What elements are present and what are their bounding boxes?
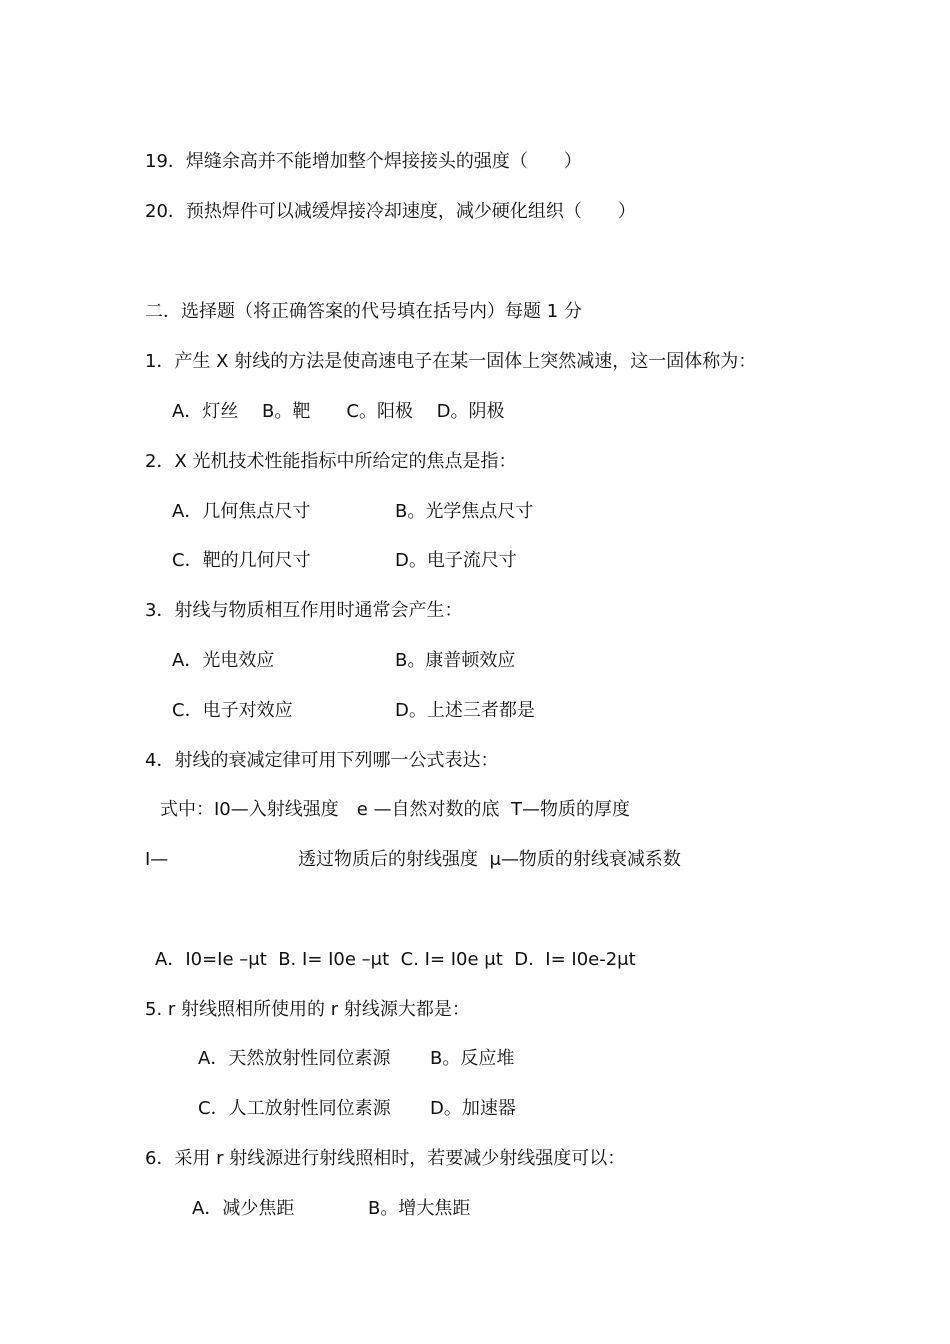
question-3-option-c: C．电子对效应 bbox=[172, 700, 293, 721]
question-6-option-a: A．减少焦距 bbox=[192, 1198, 295, 1219]
question-3-option-a: A．光电效应 bbox=[172, 650, 275, 671]
question-5-option-a: A．天然放射性同位素源 bbox=[198, 1048, 391, 1069]
question-4-stem: 4．射线的衰减定律可用下列哪一公式表达： bbox=[145, 750, 499, 771]
question-1-options: A．灯丝 B。靶 C。阳极 D。阴极 bbox=[172, 401, 505, 422]
question-2-option-c: C．靶的几何尺寸 bbox=[172, 550, 311, 571]
question-20: 20．预热焊件可以减缓焊接冷却速度，减少硬化组织（ ） bbox=[145, 201, 636, 222]
question-19: 19．焊缝余高并不能增加整个焊接接头的强度（ ） bbox=[145, 151, 582, 172]
question-4-legend-line1: 式中：I0—入射线强度 e —自然对数的底 T—物质的厚度 bbox=[160, 799, 630, 820]
question-5-option-b: B。反应堆 bbox=[430, 1048, 515, 1069]
question-4-options: A．I0=Ie –μt B. I= I0e –μt C. I= I0e μt D. I= I0e-2μt bbox=[155, 949, 636, 970]
question-4-legend-line2-prefix: I— bbox=[145, 849, 169, 870]
question-2-option-d: D。电子流尺寸 bbox=[395, 550, 517, 571]
question-4-legend-line2: 透过物质后的射线强度 μ—物质的射线衰减系数 bbox=[298, 849, 681, 870]
section-heading: 二．选择题（将正确答案的代号填在括号内）每题 1 分 bbox=[145, 301, 582, 322]
question-6-stem: 6．采用 r 射线源进行射线照相时，若要减少射线强度可以： bbox=[145, 1148, 626, 1169]
question-5-stem: 5. r 射线照相所使用的 r 射线源大都是： bbox=[145, 999, 470, 1020]
question-3-option-b: B。康普顿效应 bbox=[395, 650, 516, 671]
question-5-option-d: D。加速器 bbox=[430, 1098, 516, 1119]
question-2-option-a: A．几何焦点尺寸 bbox=[172, 501, 311, 522]
question-2-option-b: B。光学焦点尺寸 bbox=[395, 501, 534, 522]
question-1-stem: 1．产生 X 射线的方法是使高速电子在某一固体上突然减速，这一固体称为： bbox=[145, 351, 757, 372]
question-3-option-d: D。上述三者都是 bbox=[395, 700, 535, 721]
question-6-option-b: B。增大焦距 bbox=[368, 1198, 471, 1219]
question-3-stem: 3．射线与物质相互作用时通常会产生： bbox=[145, 600, 463, 621]
question-2-stem: 2．X 光机技术性能指标中所给定的焦点是指： bbox=[145, 451, 517, 472]
question-5-option-c: C．人工放射性同位素源 bbox=[198, 1098, 391, 1119]
